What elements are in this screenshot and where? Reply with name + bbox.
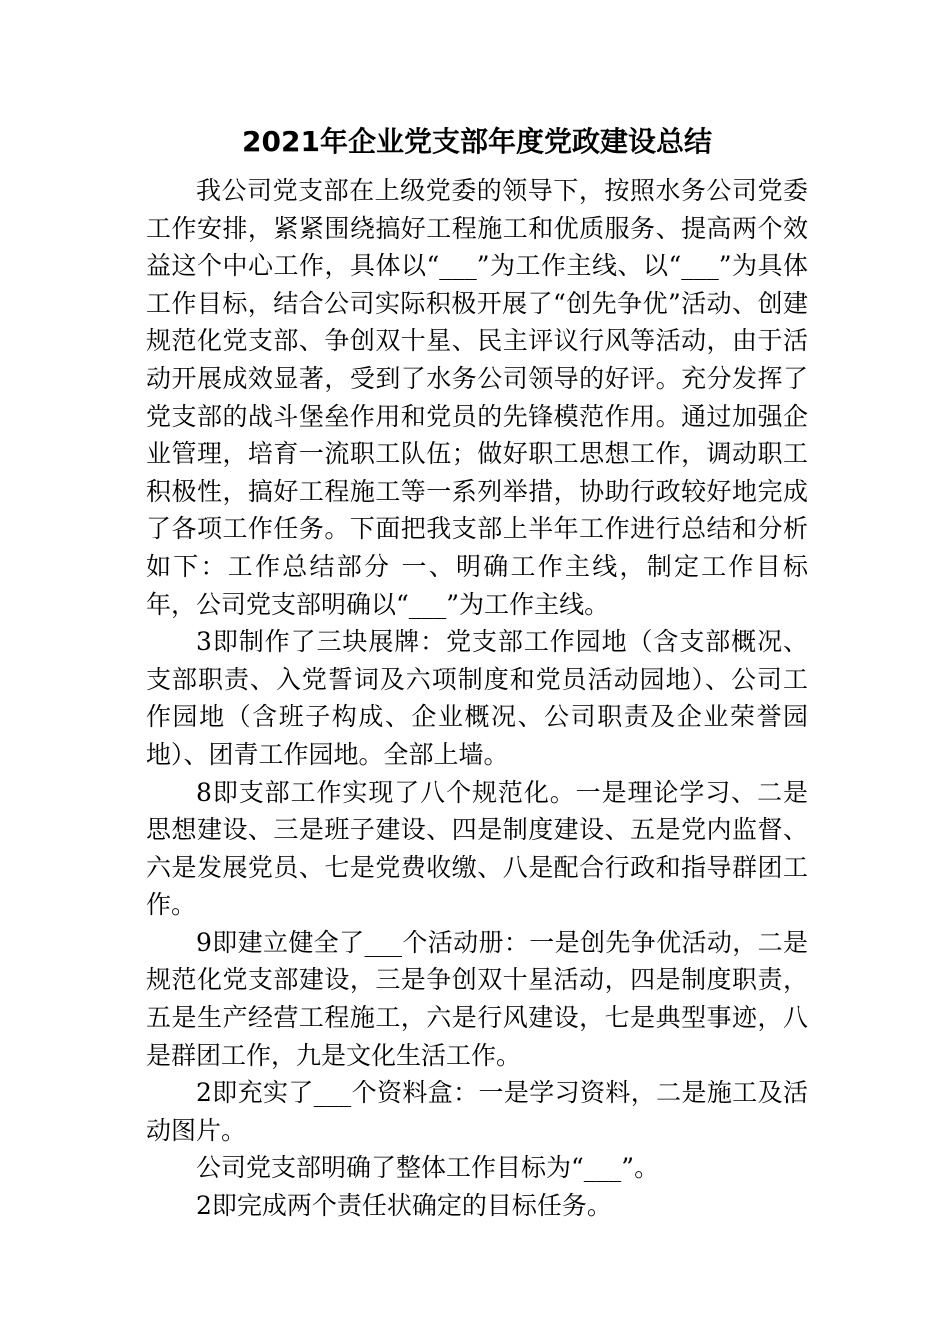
paragraph-activity-books: 9即建立健全了___个活动册：一是创先争优活动，二是规范化党支部建设，三是争创双十星活动，四是制度职责，五是生产经营工程施工，六是行风建设，七是典型事迹，八是群团工作，九是文化生活工作。	[146, 927, 808, 1070]
paragraph-responsibility-tasks: 2即完成两个责任状确定的目标任务。	[196, 1191, 612, 1221]
paragraph-standardization: 8即支部工作实现了八个规范化。一是理论学习、二是思想建设、三是班子建设、四是制度建设、五是党内监督、六是发展党员、七是党费收缴、八是配合行政和指导群团工作。	[146, 777, 808, 920]
paragraph-data-boxes: 2即充实了___个资料盒：一是学习资料，二是施工及活动图片。	[146, 1078, 808, 1145]
paragraph-intro: 我公司党支部在上级党委的领导下，按照水务公司党委工作安排，紧紧围绕搞好工程施工和优质服务、提高两个效益这个中心工作，具体以“___”为工作主线、以“___”为具体工作目标，结合公司实际积极开展了“创先争优”活动、创建规范化党支部、争创双十星、民主评议行风等活动，由于活动开展成效显著，受到了水务公司领导的好评。充分发挥了党支部的战斗堡垒作用和党员的先锋模范作用。通过加强企业管理，培育一流职工队伍；做好职工思想工作，调动职工积极性，搞好工程施工等一系列举措，协助行政较好地完成了各项工作任务。下面把我支部上半年工作进行总结和分析如下：工作总结部分 一、明确工作主线，制定工作目标 年，公司党支部明确以“___”为工作主线。	[146, 176, 808, 619]
paragraph-overall-goal: 公司党支部明确了整体工作目标为“___”。	[196, 1153, 660, 1183]
document-page	[146, 118, 808, 1225]
paragraph-display-boards: 3即制作了三块展牌：党支部工作园地（含支部概况、支部职责、入党誓词及六项制度和党员活动园地）、公司工作园地（含班子构成、企业概况、公司职责及企业荣誉园地）、团青工作园地。全部上墙。	[146, 627, 808, 769]
document-title: 2021年企业党支部年度党政建设总结	[242, 125, 712, 158]
